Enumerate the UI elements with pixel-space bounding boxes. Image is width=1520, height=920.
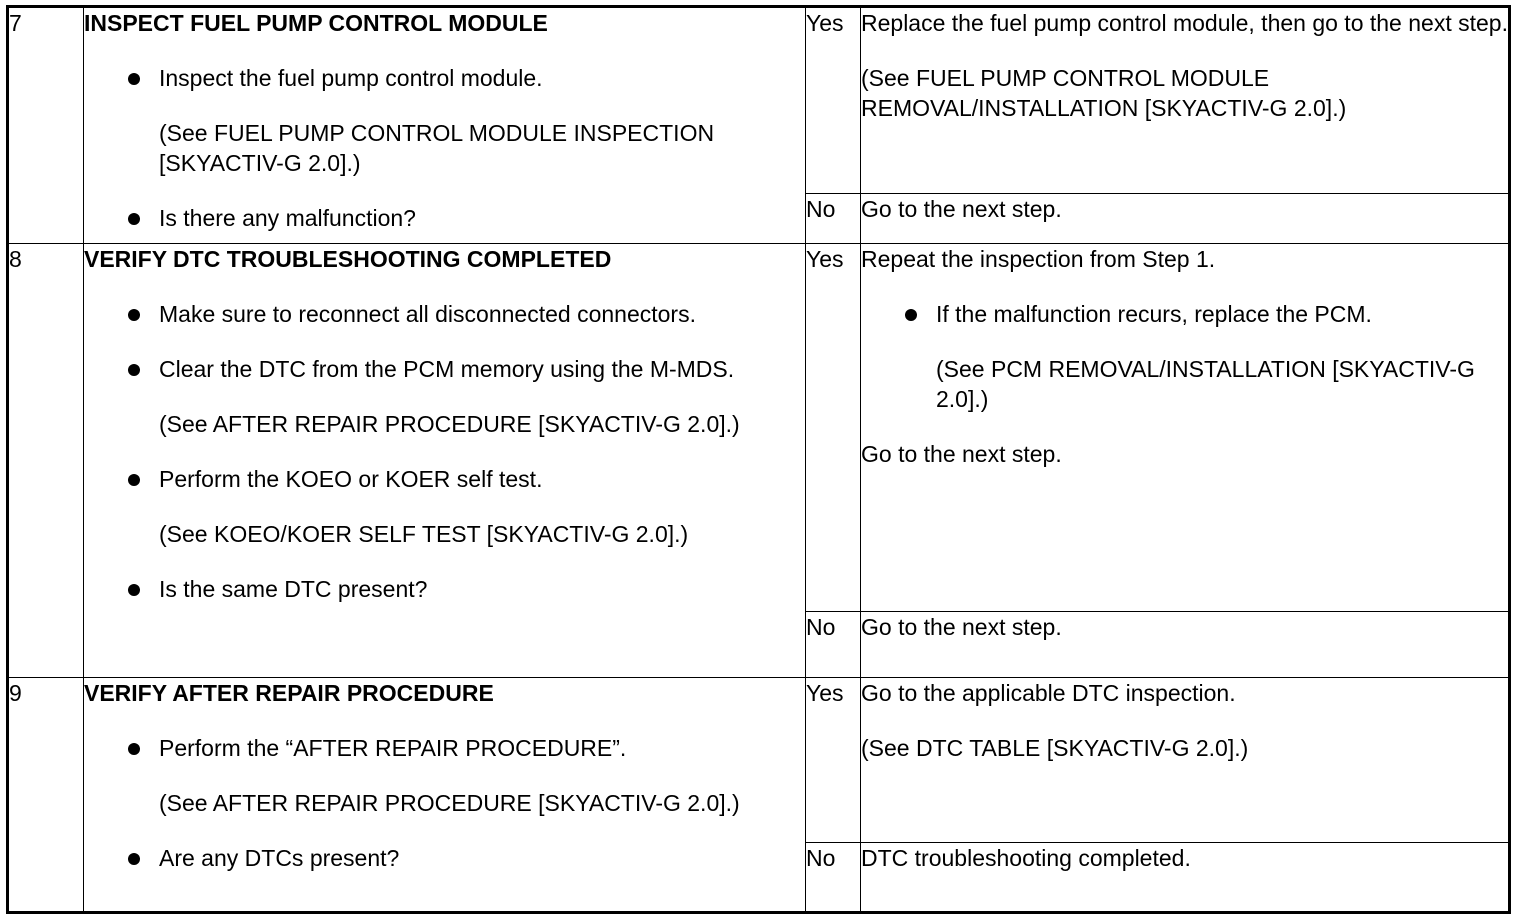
bullet-text: Is the same DTC present? xyxy=(159,576,428,603)
step-title: INSPECT FUEL PUMP CONTROL MODULE xyxy=(84,10,548,36)
bullet-icon xyxy=(128,743,140,755)
step-action-cell xyxy=(84,7,806,244)
bullet-icon xyxy=(128,73,140,85)
bullet-text: Perform the “AFTER REPAIR PROCEDURE”. xyxy=(159,734,627,761)
bullet-text: Inspect the fuel pump control module. xyxy=(159,65,543,91)
list-item xyxy=(84,574,805,604)
list-item xyxy=(84,63,805,93)
table-row xyxy=(8,7,1510,194)
result-no-cell xyxy=(861,611,1510,677)
step-number: 7 xyxy=(8,7,84,244)
bullet-icon xyxy=(905,309,917,321)
bullet-icon xyxy=(128,853,140,865)
bullet-text: Perform the KOEO or KOER self test. xyxy=(159,466,543,493)
bullet-text: If the malfunction recurs, replace the PCM. xyxy=(936,301,1372,328)
answer-no: No xyxy=(806,842,861,912)
step-number: 8 xyxy=(8,244,84,677)
bullet-icon xyxy=(128,364,140,376)
list-item xyxy=(861,299,1508,329)
bullet-icon xyxy=(128,584,140,596)
step-action-cell xyxy=(84,677,806,912)
reference-note: (See AFTER REPAIR PROCEDURE [SKYACTIV-G 2.0].) xyxy=(159,789,740,816)
step-title: VERIFY DTC TROUBLESHOOTING COMPLETED xyxy=(84,246,612,273)
step-action-cell xyxy=(84,244,806,677)
result-text: Replace the fuel pump control module, then go to the next step. xyxy=(861,10,1508,36)
reference-note: (See FUEL PUMP CONTROL MODULE INSPECTION [SKYACTIV-G 2.0].) xyxy=(159,120,715,176)
bullet-text: Are any DTCs present? xyxy=(159,844,400,871)
answer-yes: Yes xyxy=(806,7,861,194)
answer-no: No xyxy=(806,611,861,677)
result-text: Go to the next step. xyxy=(861,613,1062,640)
bullet-icon xyxy=(128,309,140,321)
reference-note: (See KOEO/KOER SELF TEST [SKYACTIV-G 2.0].) xyxy=(159,521,689,548)
list-item xyxy=(84,733,805,763)
result-yes-cell xyxy=(861,677,1510,842)
result-text: Repeat the inspection from Step 1. xyxy=(861,246,1216,273)
list-item xyxy=(84,203,805,233)
list-item xyxy=(84,299,805,329)
bullet-text: Is there any malfunction? xyxy=(159,205,416,231)
result-text: DTC troubleshooting completed. xyxy=(861,844,1191,871)
reference-note: (See FUEL PUMP CONTROL MODULE REMOVAL/INSTALLATION [SKYACTIV-G 2.0].) xyxy=(861,65,1347,121)
result-text: Go to the applicable DTC inspection. xyxy=(861,679,1236,706)
answer-no: No xyxy=(806,194,861,244)
bullet-text: Make sure to reconnect all disconnected connectors. xyxy=(159,301,696,328)
answer-yes: Yes xyxy=(806,244,861,611)
result-yes-cell xyxy=(861,7,1510,194)
step-number: 9 xyxy=(8,677,84,912)
result-yes-cell xyxy=(861,244,1510,611)
result-no-cell xyxy=(861,842,1510,912)
list-item xyxy=(84,354,805,384)
result-text: Go to the next step. xyxy=(861,441,1062,468)
bullet-text: Clear the DTC from the PCM memory using the M-MDS. xyxy=(159,356,735,383)
answer-yes: Yes xyxy=(806,677,861,842)
bullet-icon xyxy=(128,474,140,486)
troubleshooting-table xyxy=(6,5,1511,914)
bullet-icon xyxy=(128,213,140,225)
table-row xyxy=(8,244,1510,611)
list-item xyxy=(84,464,805,494)
table-row xyxy=(8,677,1510,842)
step-title: VERIFY AFTER REPAIR PROCEDURE xyxy=(84,679,494,706)
reference-note: (See DTC TABLE [SKYACTIV-G 2.0].) xyxy=(861,734,1249,761)
result-no-cell xyxy=(861,194,1510,244)
list-item xyxy=(84,843,805,873)
reference-note: (See AFTER REPAIR PROCEDURE [SKYACTIV-G 2.0].) xyxy=(159,411,740,438)
result-text: Go to the next step. xyxy=(861,196,1062,223)
reference-note: (See PCM REMOVAL/INSTALLATION [SKYACTIV-G 2.0].) xyxy=(936,356,1475,413)
